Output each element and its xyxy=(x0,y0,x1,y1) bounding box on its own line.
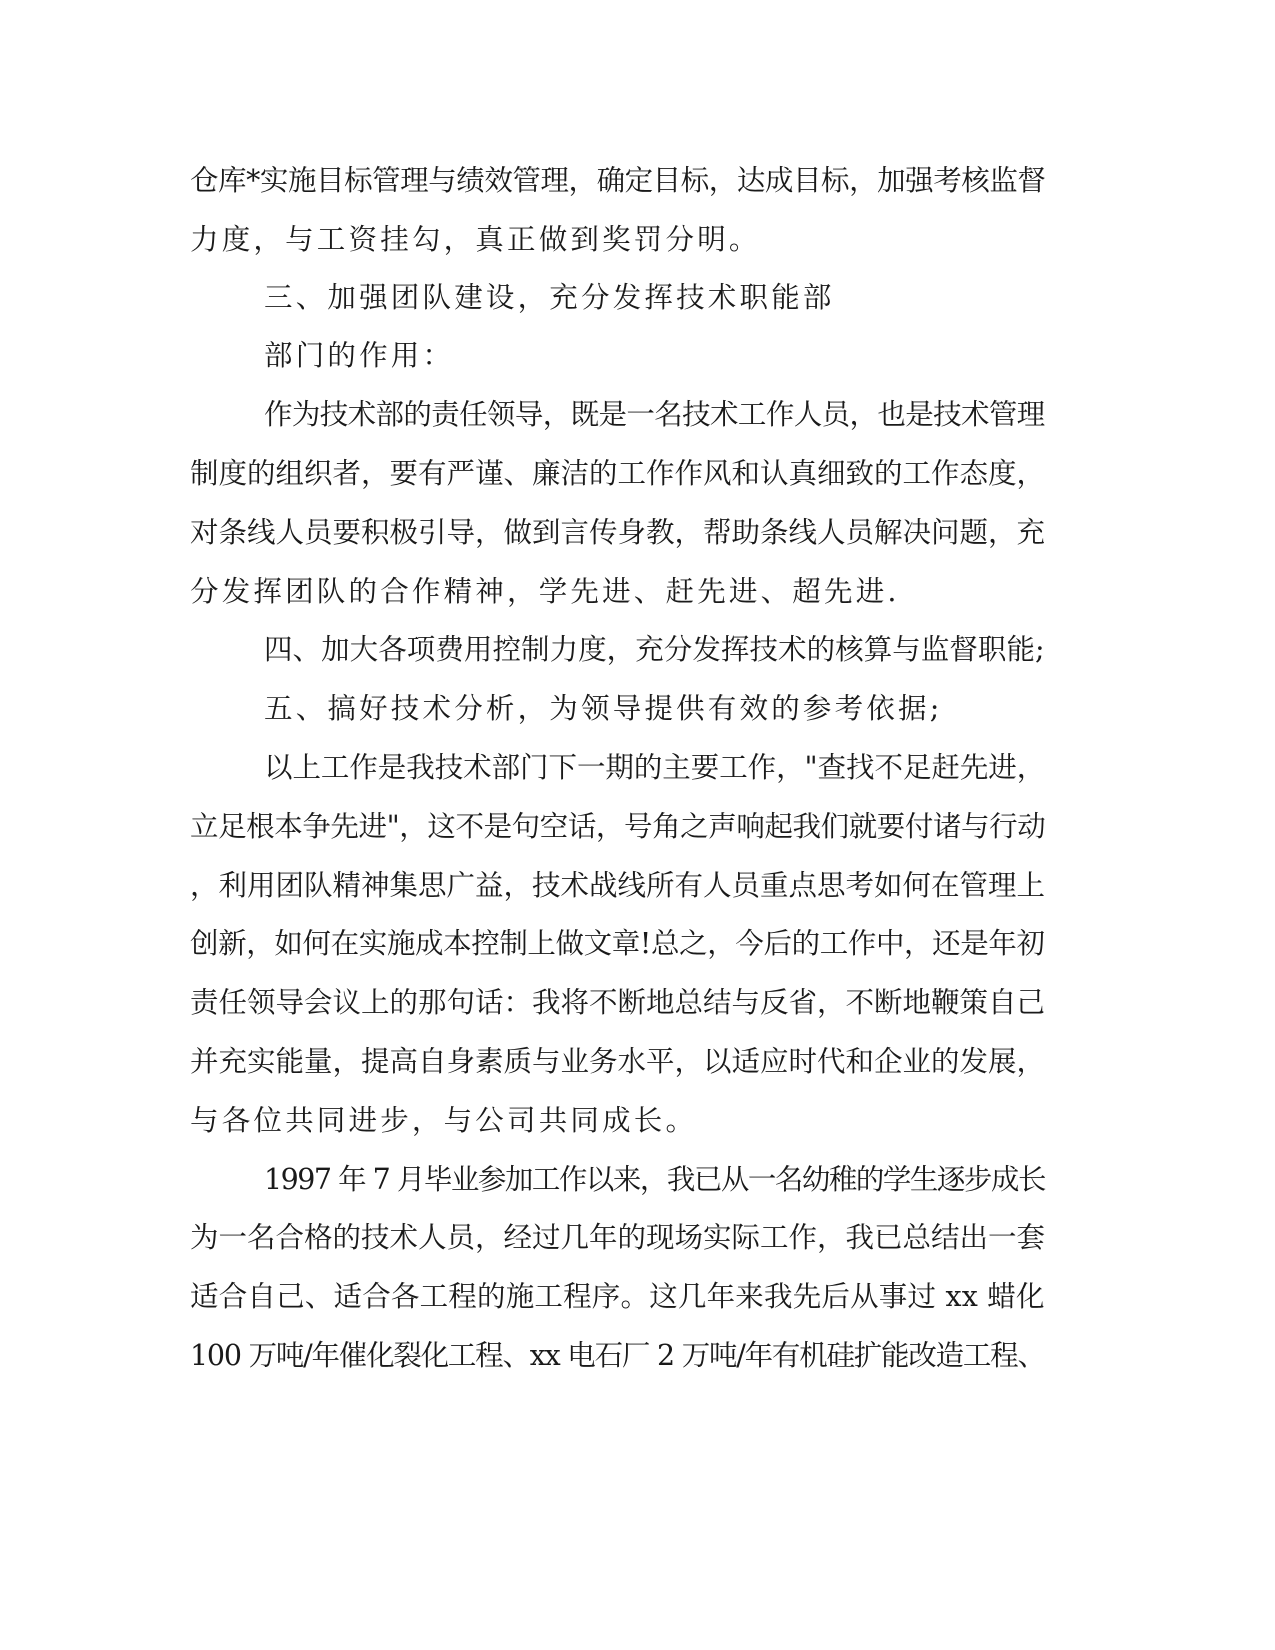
text-line: 作为技术部的责任领导，既是一名技术工作人员，也是技术管理 xyxy=(264,398,1045,431)
text-line: 以上工作是我技术部门下一期的主要工作，"查找不足赶先进， xyxy=(264,751,1046,784)
text-line: 适合自己、适合各工程的施工程序。这几年来我先后从事过 xx 蜡化 xyxy=(190,1280,1045,1313)
text-line: 制度的组织者，要有严谨、廉洁的工作作风和认真细致的工作态度， xyxy=(190,457,1046,490)
section-heading: 四、加大各项费用控制力度，充分发挥技术的核算与监督职能; xyxy=(264,633,1045,666)
text-line: 力度，与工资挂勾，真正做到奖罚分明。 xyxy=(190,223,761,256)
section-heading-continuation: 部门的作用： xyxy=(264,339,455,372)
text-line: ，利用团队精神集思广益，技术战线所有人员重点思考如何在管理上 xyxy=(190,869,1046,902)
text-line: 与各位共同进步，与公司共同成长。 xyxy=(190,1104,698,1137)
text-line: 分发挥团队的合作精神，学先进、赶先进、超先进. xyxy=(190,575,900,608)
text-line: 100 万吨/年催化裂化工程、xx 电石厂 2 万吨/年有机硅扩能改造工程、 xyxy=(190,1339,1045,1372)
text-line: 对条线人员要积极引导，做到言传身教，帮助条线人员解决问题，充 xyxy=(190,516,1046,549)
text-line: 为一名合格的技术人员，经过几年的现场实际工作，我已总结出一套 xyxy=(190,1221,1046,1254)
section-heading: 三、加强团队建设，充分发挥技术职能部 xyxy=(264,281,835,314)
text-line: 1997 年 7 月毕业参加工作以来，我已从一名幼稚的学生逐步成长 xyxy=(264,1163,1045,1196)
text-line: 仓库*实施目标管理与绩效管理，确定目标，达成目标，加强考核监督 xyxy=(190,164,1046,197)
text-line: 并充实能量，提高自身素质与业务水平，以适应时代和企业的发展， xyxy=(190,1045,1046,1078)
text-line: 创新，如何在实施成本控制上做文章!总之，今后的工作中，还是年初 xyxy=(190,927,1045,960)
text-line: 立足根本争先进"，这不是句空话，号角之声响起我们就要付诸与行动 xyxy=(190,810,1046,843)
text-line: 责任领导会议上的那句话：我将不断地总结与反省，不断地鞭策自己 xyxy=(190,986,1046,1019)
section-heading: 五、搞好技术分析，为领导提供有效的参考依据; xyxy=(264,692,943,725)
